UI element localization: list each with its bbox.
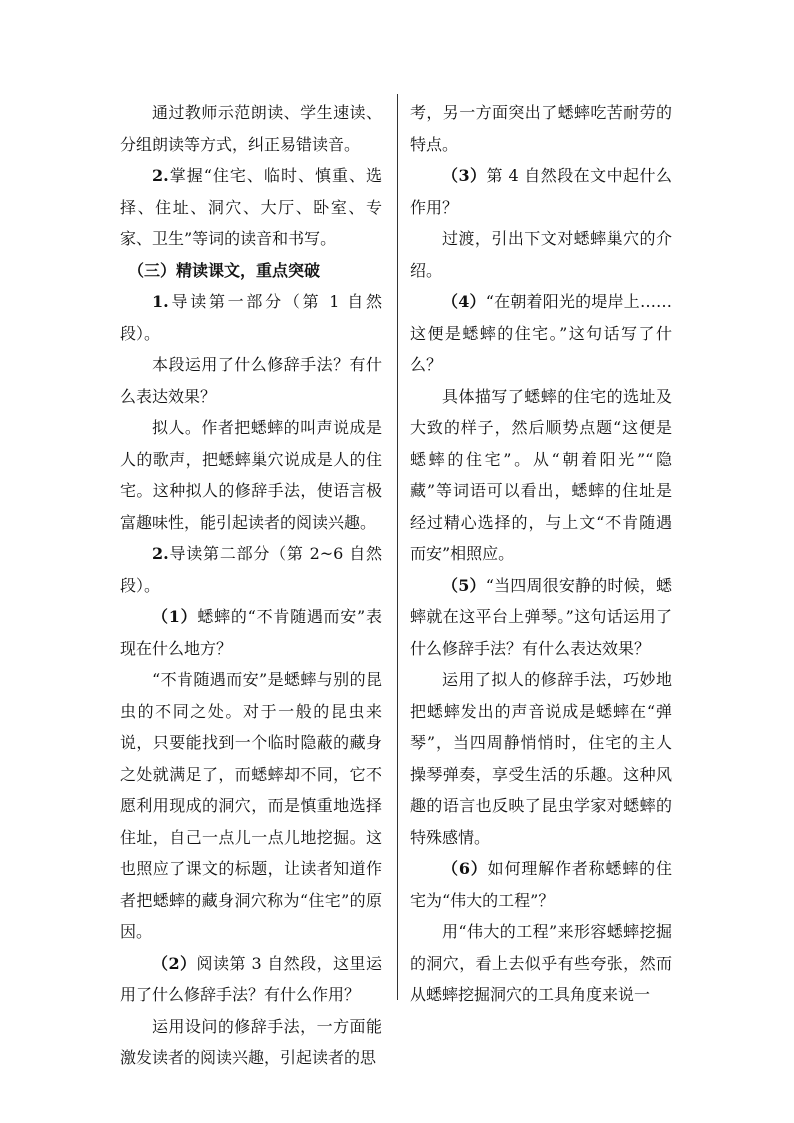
paragraph	[120, 286, 382, 349]
paragraph-text: “当四周很安静的时候，蟋蟀就在这平台上弹琴。”这句话运用了什么修辞手法？有什么表达效果？	[410, 575, 672, 658]
section-heading: （三）精读课文，重点突破	[128, 260, 321, 280]
paragraph: “不肯随遇而安”是蟋蟀与别的昆虫的不同之处。对于一般的昆虫来说，只要能找到一个临时隐蔽的藏身之处就满足了，而蟋蟀却不同，它不愿利用现成的洞穴，而是慎重地选择住址，自己一点儿一点儿地挖掘。这也照应了课文的标题，让读者知道作者把蟋蟀的藏身洞穴称为“住宅”的原因。	[120, 670, 382, 941]
paragraph-text: 如何理解作者称蟋蟀的住宅为“伟大的工程”？	[410, 859, 672, 910]
item-number: （3）	[442, 166, 487, 185]
right-column	[410, 97, 672, 1011]
item-number: （5）	[442, 575, 486, 595]
paragraph-text: 掌握“住宅、临时、慎重、选择、住址、洞穴、大厅、卧室、专家、卫生”等词的读音和书写。	[120, 166, 382, 248]
paragraph-text: 第 4 自然段在文中起什么作用？	[410, 166, 672, 217]
paragraph	[410, 160, 672, 223]
paragraph	[410, 853, 672, 916]
item-number: 2.	[152, 166, 169, 185]
paragraph	[410, 286, 672, 381]
paragraph: 用“伟大的工程”来形容蟋蟀挖掘的洞穴，看上去似乎有些夸张，然而从蟋蟀挖掘洞穴的工具角度来说一	[410, 922, 672, 1004]
paragraph	[120, 948, 382, 1011]
paragraph: 考，另一方面突出了蟋蟀吃苦耐劳的特点。	[410, 103, 672, 154]
paragraph	[120, 538, 382, 601]
paragraph: 具体描写了蟋蟀的住宅的选址及大致的样子，然后顺势点题“这便是蟋蟀的住宅”。从“朝着阳光”“隐藏”等词语可以看出，蟋蟀的住址是经过精心选择的，与上文“不肯随遇而安”相照应。	[410, 386, 672, 563]
paragraph-text: 阅读第 3 自然段，这里运用了什么修辞手法？有什么作用？	[120, 953, 382, 1004]
paragraph-text: 导读第一部分（第 1 自然段）。	[120, 292, 382, 343]
item-number: （1）	[152, 607, 198, 626]
paragraph: 本段运用了什么修辞手法？有什么表达效果？	[120, 355, 382, 406]
paragraph: 通过教师示范朗读、学生速读、分组朗读等方式，纠正易错读音。	[120, 103, 382, 154]
paragraph: 过渡，引出下文对蟋蟀巢穴的介绍。	[410, 229, 672, 280]
item-number: 1.	[152, 292, 169, 311]
paragraph: 运用设问的修辞手法，一方面能激发读者的阅读兴趣，引起读者的思	[120, 1016, 382, 1067]
column-divider	[397, 94, 398, 1000]
paragraph: 拟人。作者把蟋蟀的叫声说成是人的歌声，把蟋蟀巢穴说成是人的住宅。这种拟人的修辞手法，使语言极富趣味性，能引起读者的阅读兴趣。	[120, 418, 382, 532]
paragraph-text: 蟋蟀的“不肯随遇而安”表现在什么地方？	[120, 607, 382, 658]
left-column	[120, 97, 382, 1074]
paragraph	[120, 160, 382, 255]
item-number: 2.	[152, 544, 169, 563]
item-number: （4）	[442, 292, 486, 311]
item-number: （6）	[442, 859, 488, 878]
paragraph	[410, 570, 672, 665]
paragraph-text: “在朝着阳光的堤岸上……这便是蟋蟀的住宅。”这句话写了什么？	[410, 292, 672, 374]
paragraph: 运用了拟人的修辞手法，巧妙地把蟋蟀发出的声音说成是蟋蟀在“弹琴”，当四周静悄悄时，住宅的主人操琴弹奏，享受生活的乐趣。这种风趣的语言也反映了昆虫学家对蟋蟀的特殊感情。	[410, 670, 672, 847]
item-number: （2）	[152, 953, 197, 973]
paragraph	[120, 601, 382, 664]
paragraph-text: 导读第二部分（第 2~6 自然段）。	[120, 544, 382, 595]
